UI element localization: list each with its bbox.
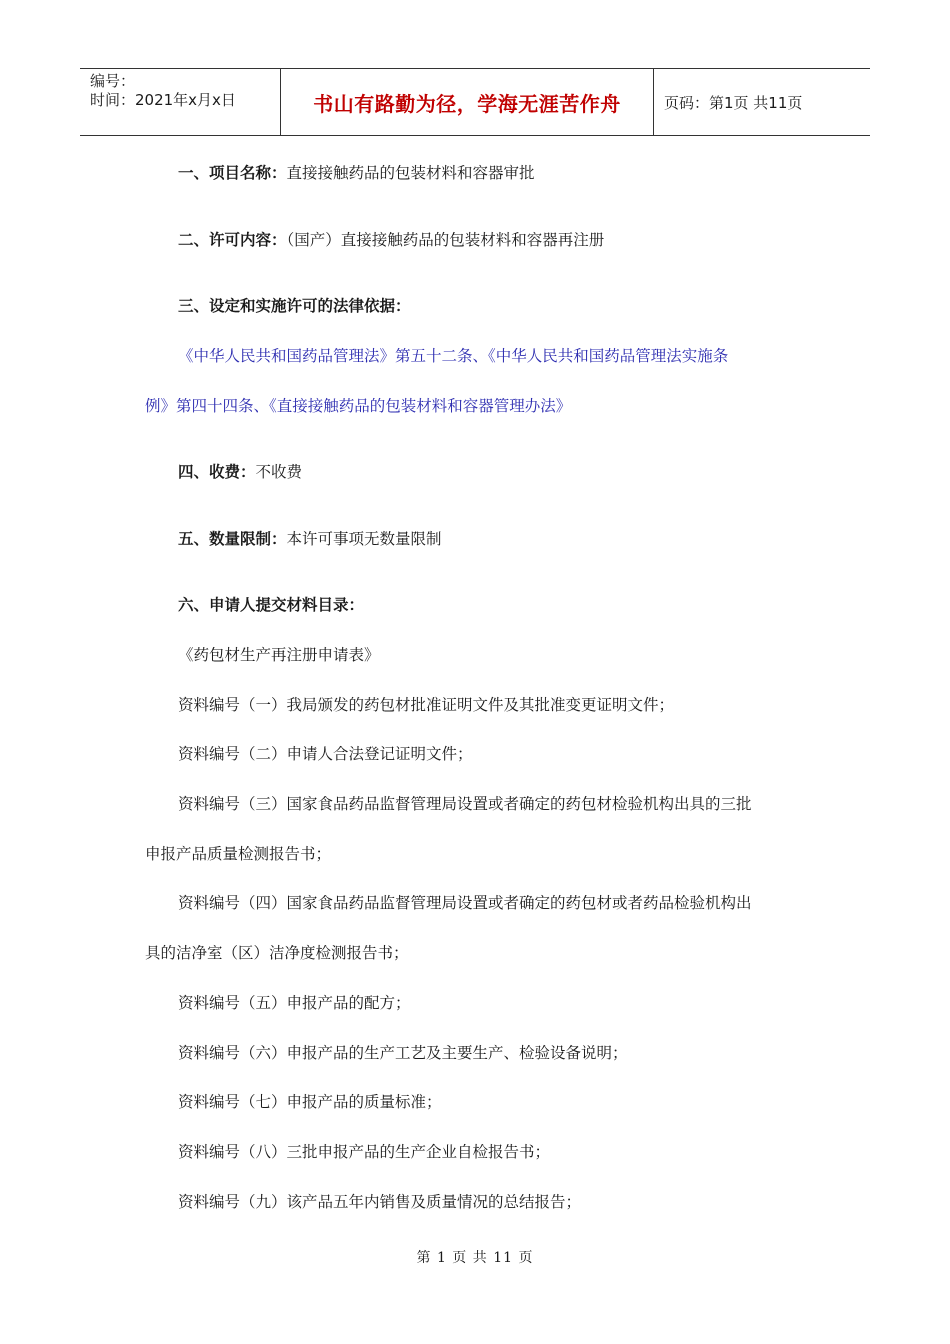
header-motto: 书山有路勤为径，学海无涯苦作舟: [281, 69, 654, 135]
legal-basis-line-1: 《中华人民共和国药品管理法》第五十二条、《中华人民共和国药品管理法实施条: [178, 347, 729, 365]
material-4-line-2: 具的洁净室（区）洁净度检测报告书；: [145, 944, 409, 962]
material-2: 资料编号（二）申请人合法登记证明文件；: [178, 745, 473, 763]
material-8: 资料编号（八）三批申报产品的生产企业自检报告书；: [178, 1143, 551, 1161]
document-number: 编号：: [90, 72, 136, 90]
item-legal-basis-heading: 三、设定和实施许可的法律依据：: [178, 297, 411, 315]
page-footer: 第 1 页 共 11 页: [416, 1250, 534, 1266]
item-fee: 四、收费：不收费: [178, 463, 303, 481]
item-quantity-limit: 五、数量限制：本许可事项无数量限制: [178, 530, 442, 548]
materials-form: 《药包材生产再注册申请表》: [178, 646, 380, 664]
header-meta: [80, 69, 281, 135]
material-3-line-1: 资料编号（三）国家食品药品监督管理局设置或者确定的药包材检验机构出具的三批: [178, 795, 752, 813]
legal-basis-line-2: 例》第四十四条、《直接接触药品的包装材料和容器管理办法》: [145, 397, 572, 415]
item-permit-content: 二、许可内容：（国产）直接接触药品的包装材料和容器再注册: [178, 231, 605, 249]
material-6: 资料编号（六）申报产品的生产工艺及主要生产、检验设备说明；: [178, 1044, 628, 1062]
material-4-line-1: 资料编号（四）国家食品药品监督管理局设置或者确定的药包材或者药品检验机构出: [178, 894, 752, 912]
item-materials-heading: 六、申请人提交材料目录：: [178, 596, 365, 614]
header-page-number: 页码：第1页 共11页: [664, 93, 803, 112]
material-3-line-2: 申报产品质量检测报告书；: [145, 845, 332, 863]
material-5: 资料编号（五）申报产品的配方；: [178, 994, 411, 1012]
material-7: 资料编号（七）申报产品的质量标准；: [178, 1093, 442, 1111]
material-1: 资料编号（一）我局颁发的药包材批准证明文件及其批准变更证明文件；: [178, 696, 675, 714]
item-project-name: 一、项目名称：直接接触药品的包装材料和容器审批: [178, 164, 535, 182]
document-time: 时间：2021年x月x日: [90, 91, 236, 109]
material-9: 资料编号（九）该产品五年内销售及质量情况的总结报告；: [178, 1193, 582, 1211]
document-header: [80, 68, 870, 136]
